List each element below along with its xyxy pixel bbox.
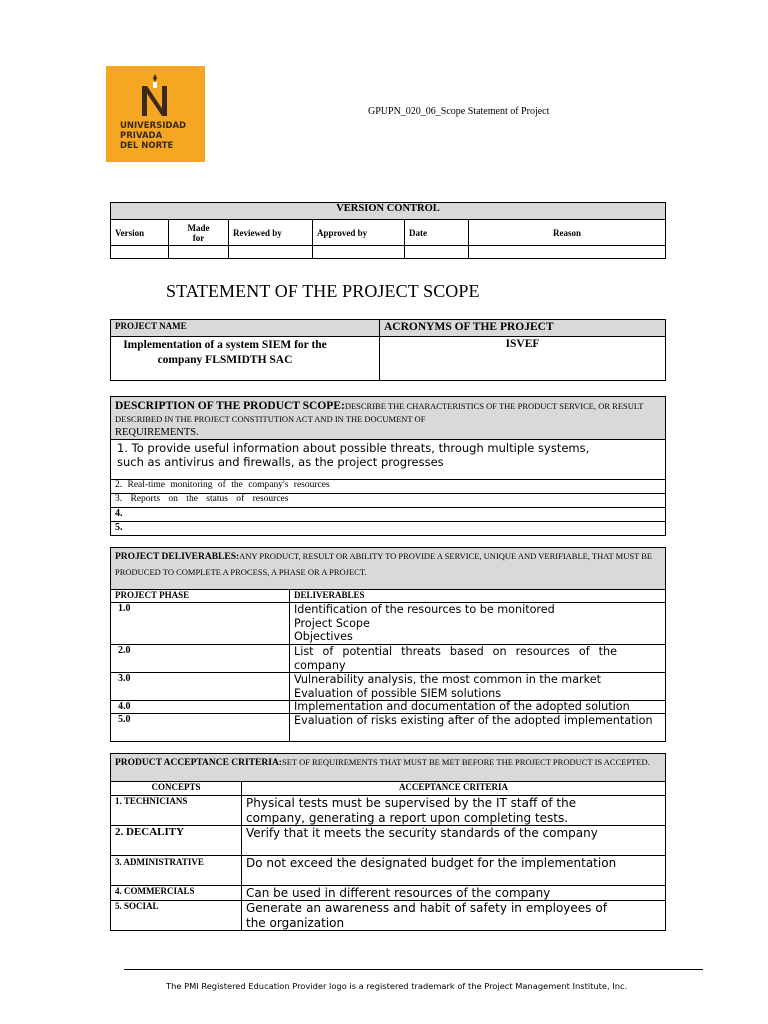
- acronym-value: ISVEF: [380, 337, 666, 381]
- vc-cell: [111, 246, 169, 259]
- acceptance-header: [111, 754, 666, 782]
- product-scope-table: [110, 396, 666, 536]
- phase-1: 1.0: [111, 603, 290, 645]
- concept-3: 3. ADMINISTRATIVE: [111, 856, 242, 886]
- version-control-title: VERSION CONTROL: [111, 203, 666, 220]
- vc-cell: [169, 246, 229, 259]
- page-title: STATEMENT OF THE PROJECT SCOPE: [166, 281, 480, 301]
- deliverable-2: List of potential threats based on resources of the company: [290, 645, 666, 673]
- concept-1: 1. TECHNICIANS: [111, 796, 242, 826]
- vc-cell: [229, 246, 313, 259]
- phase-4: 4.0: [111, 701, 290, 714]
- deliverables-hint: ANY PRODUCT, RESULT OR ABILITY TO PROVIDE A SERVICE, UNIQUE AND VERIFIABLE, THAT MUST BE PRODUCED TO COMPLETE A PROCESS, A PHASE OR A PROJECT.: [115, 551, 653, 577]
- vc-header-date: Date: [405, 220, 469, 246]
- deliverable-5: Evaluation of risks existing after of the adopted implementation: [290, 714, 666, 742]
- logo-line-2: PRIVADA: [120, 131, 163, 141]
- vc-header-approved-by: Approved by: [313, 220, 405, 246]
- deliverables-header: [111, 548, 666, 590]
- criteria-3: Do not exceed the designated budget for the implementation: [242, 856, 666, 886]
- phase-2: 2.0: [111, 645, 290, 673]
- phase-3: 3.0: [111, 673, 290, 701]
- product-scope-header: [111, 397, 666, 440]
- deliverable-3: Vulnerability analysis, the most common in the market Evaluation of possible SIEM solutions: [290, 673, 666, 701]
- vc-header-reviewed-by: Reviewed by: [229, 220, 313, 246]
- product-scope-hint-2: REQUIREMENTS.: [115, 427, 199, 438]
- col-acceptance-criteria: ACCEPTANCE CRITERIA: [242, 782, 666, 796]
- logo-n-icon: [136, 74, 174, 120]
- project-name-value: Implementation of a system SIEM for the company FLSMIDTH SAC: [111, 337, 380, 381]
- vc-header-made-for: Made for: [169, 220, 229, 246]
- concept-4: 4. COMMERCIALS: [111, 886, 242, 901]
- acronyms-label: ACRONYMS OF THE PROJECT: [380, 320, 666, 337]
- scope-item-1: 1. To provide useful information about possible threats, through multiple systems, such as antivirus and firewalls, as the project progresses: [111, 440, 666, 480]
- criteria-5: Generate an awareness and habit of safety in employees of the organization: [242, 901, 666, 931]
- col-deliverables: DELIVERABLES: [290, 590, 666, 603]
- scope-item-5: 5.: [111, 522, 666, 536]
- scope-item-3: 3. Reports on the status of resources: [111, 494, 666, 508]
- logo-line-3: DEL NORTE: [120, 141, 174, 151]
- university-logo: [106, 66, 205, 162]
- vc-cell: [469, 246, 666, 259]
- version-control-table: [110, 202, 666, 259]
- criteria-1: Physical tests must be supervised by the IT staff of the company, generating a report upon completing tests.: [242, 796, 666, 826]
- vc-header-reason: Reason: [469, 220, 666, 246]
- scope-item-2: 2. Real-time monitoring of the company's resources: [111, 480, 666, 494]
- document-reference: GPUPN_020_06_Scope Statement of Project: [368, 106, 550, 117]
- acceptance-hint: SET OF REQUIREMENTS THAT MUST BE MET BEFORE THE PROJECT PRODUCT IS ACCEPTED.: [281, 757, 650, 767]
- logo-line-1: UNIVERSIDAD: [120, 121, 187, 131]
- deliverable-1: Identification of the resources to be monitored Project Scope Objectives: [290, 603, 666, 645]
- product-scope-label: DESCRIPTION OF THE PRODUCT SCOPE:: [115, 400, 345, 412]
- project-name-label: PROJECT NAME: [111, 320, 380, 337]
- product-scope-hint: DESCRIBE THE CHARACTERISTICS OF THE PRODUCT SERVICE, OR RESULT DESCRIBED IN THE PROJECT CONSTITUTION ACT AND IN THE DOCUMENT OF: [115, 401, 644, 424]
- criteria-2: Verify that it meets the security standards of the company: [242, 826, 666, 856]
- concept-2: 2. DECALITY: [111, 826, 242, 856]
- phase-5: 5.0: [111, 714, 290, 742]
- deliverable-4: Implementation and documentation of the adopted solution: [290, 701, 666, 714]
- footer-divider: [124, 969, 703, 970]
- vc-cell: [405, 246, 469, 259]
- acceptance-criteria-table: [110, 753, 666, 931]
- col-concepts: CONCEPTS: [111, 782, 242, 796]
- project-table: [110, 319, 666, 381]
- scope-item-4: 4.: [111, 508, 666, 522]
- col-project-phase: PROJECT PHASE: [111, 590, 290, 603]
- footer-text: The PMI Registered Education Provider logo is a registered trademark of the Project Management Institute, Inc.: [166, 981, 628, 991]
- criteria-4: Can be used in different resources of the company: [242, 886, 666, 901]
- deliverables-label: PROJECT DELIVERABLES:: [115, 552, 240, 562]
- vc-header-version: Version: [111, 220, 169, 246]
- acceptance-label: PRODUCT ACCEPTANCE CRITERIA:: [115, 758, 282, 768]
- concept-5: 5. SOCIAL: [111, 901, 242, 931]
- deliverables-table: [110, 547, 666, 742]
- vc-cell: [313, 246, 405, 259]
